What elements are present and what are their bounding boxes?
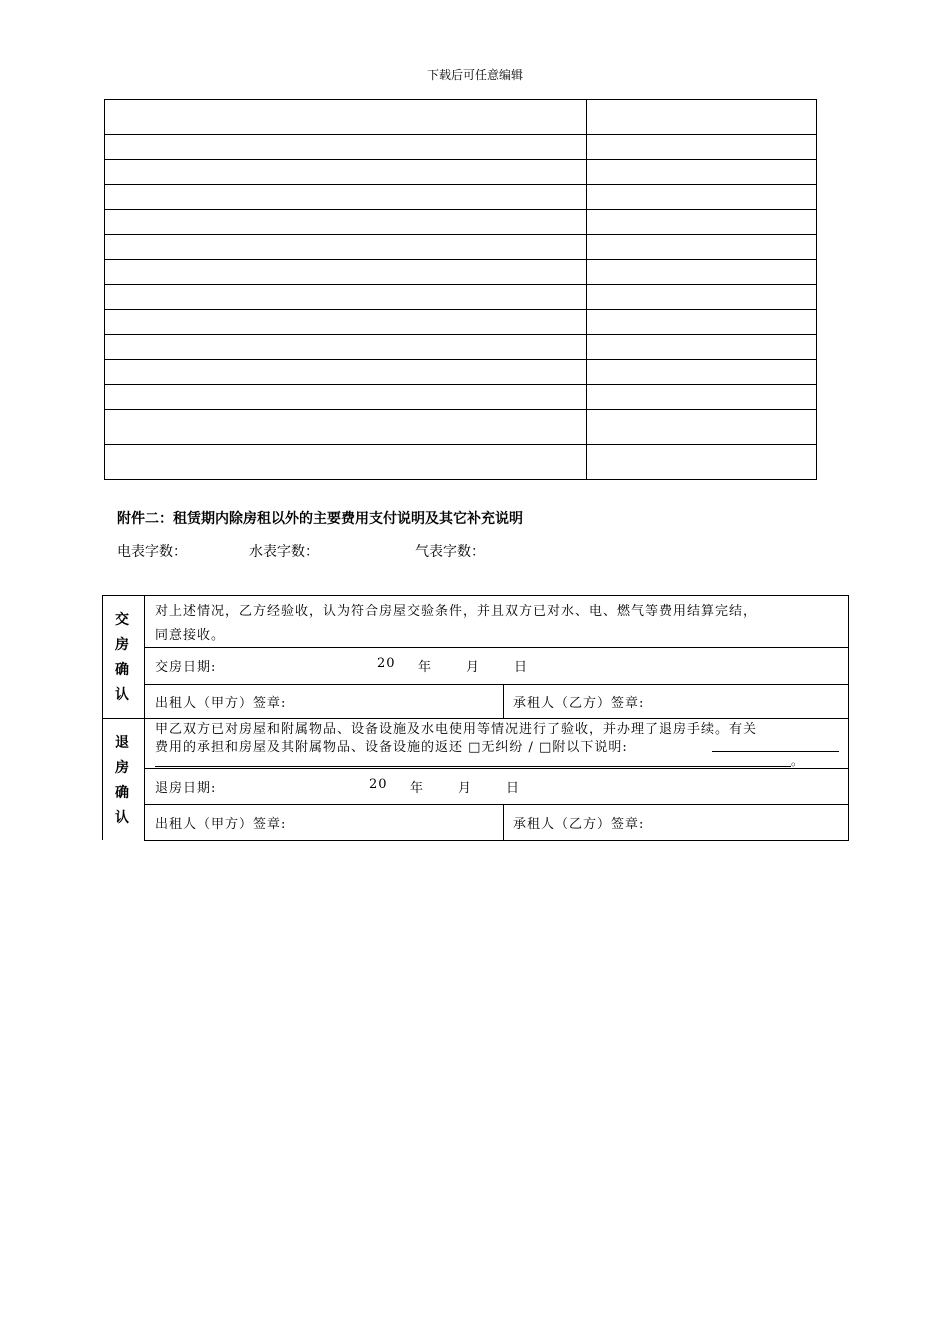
table-row [105,445,817,480]
checkout-month-label: 月 [458,781,473,796]
table-cell-detail [586,235,816,260]
table-row [105,235,817,260]
checkout-statement-line2: 费用的承担和房屋及其附属物品、设备设施的返还 □无纠纷 / □附以下说明: [155,740,628,755]
table-cell-item [105,410,587,445]
inventory-table [104,99,817,480]
table-cell-item [105,445,587,480]
table-cell-detail [586,160,816,185]
checkout-day-label: 日 [506,781,521,796]
table-row [105,385,817,410]
checkout-date-label: 退房日期: [155,781,217,796]
table-cell-item [105,385,587,410]
table-cell-item [105,235,587,260]
table-cell-item [105,285,587,310]
table-row [105,285,817,310]
table-cell-detail [586,135,816,160]
table-cell-detail [586,410,816,445]
checkout-year-label: 年 [410,781,425,796]
table-cell-detail [586,100,816,135]
table-cell-item [105,210,587,235]
handover-confirmation-label [102,608,142,708]
vertical-label-char: 认 [115,687,129,703]
handover-statement-line2: 同意接收。 [155,628,226,643]
checkout-tenant-signature: 承租人（乙方）签章: [513,817,645,832]
table-row [105,100,817,135]
checkout-statement-end: 。 [791,754,805,768]
vertical-label-char: 房 [115,760,129,776]
vertical-label-char: 确 [115,662,129,678]
handover-landlord-signature: 出租人（甲方）签章: [155,696,287,711]
table-cell-item [105,160,587,185]
checkout-note-underline-1 [712,751,839,752]
table-row [105,410,817,445]
table-cell-detail [586,360,816,385]
table-cell-detail [586,335,816,360]
page-header: 下载后可任意编辑 [426,68,523,82]
table-row [105,160,817,185]
table-row [105,135,817,160]
checkout-year-prefix: 20 [369,777,388,792]
checkout-confirmation-label [102,731,142,831]
handover-month-label: 月 [466,660,481,675]
table-row [105,185,817,210]
table-cell-item [105,185,587,210]
table-cell-detail [586,285,816,310]
water-meter-label: 水表字数： [249,544,319,560]
handover-date-label: 交房日期: [155,660,217,675]
vertical-label-char: 退 [115,735,129,751]
handover-day-label: 日 [514,660,529,675]
handover-year-label: 年 [418,660,433,675]
table-cell-item [105,360,587,385]
table-row [105,335,817,360]
table-cell-detail [586,210,816,235]
table-cell-item [105,135,587,160]
vertical-label-char: 交 [115,612,129,628]
gas-meter-label: 气表字数： [415,544,485,560]
table-cell-item [105,100,587,135]
handover-tenant-signature: 承租人（乙方）签章: [513,696,645,711]
table-row [105,310,817,335]
checkout-statement-line1: 甲乙双方已对房屋和附属物品、设备设施及水电使用等情况进行了验收，并办理了退房手续。有关 [155,722,758,737]
handover-year-prefix: 20 [377,656,396,671]
table-row [105,260,817,285]
table-cell-detail [586,310,816,335]
table-cell-item [105,335,587,360]
table-cell-detail [586,385,816,410]
vertical-label-char: 房 [115,637,129,653]
table-cell-item [105,310,587,335]
electric-meter-label: 电表字数： [117,544,187,560]
table-cell-detail [586,185,816,210]
table-cell-detail [586,260,816,285]
table-row [105,210,817,235]
checkout-landlord-signature: 出租人（甲方）签章: [155,817,287,832]
attachment-2-title: 附件二：租赁期内除房租以外的主要费用支付说明及其它补充说明 [117,511,523,527]
vertical-label-char: 认 [115,810,129,826]
table-cell-detail [586,445,816,480]
vertical-label-char: 确 [115,785,129,801]
table-row [105,360,817,385]
table-cell-item [105,260,587,285]
checkout-note-underline-2 [155,766,791,767]
handover-statement-line1: 对上述情况，乙方经验收，认为符合房屋交验条件，并且双方已对水、电、燃气等费用结算完结， [155,604,758,619]
